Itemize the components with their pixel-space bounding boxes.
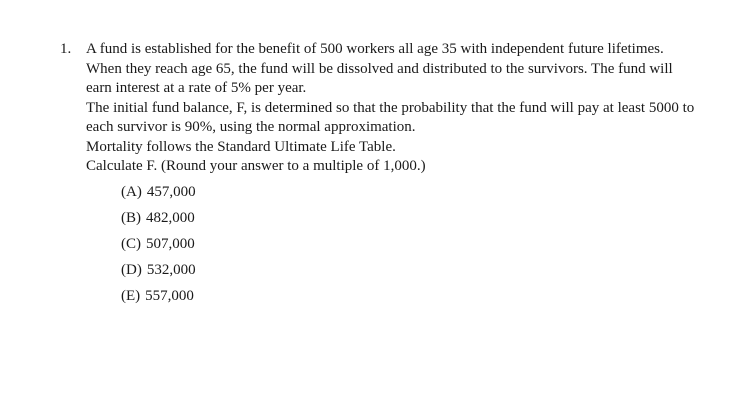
- question-number: 1.: [60, 41, 72, 57]
- question-paragraph: Calculate F. (Round your answer to a multiple of 1,000.): [86, 158, 426, 174]
- choice-value: 532,000: [146, 262, 196, 278]
- question: [60, 40, 700, 177]
- choice-value: 457,000: [146, 184, 196, 200]
- choice-letter: (C): [121, 236, 141, 252]
- choice-letter: (D): [121, 262, 142, 278]
- question-paragraph: Mortality follows the Standard Ultimate Life Table.: [86, 138, 396, 155]
- choice-value: 557,000: [145, 288, 194, 304]
- answer-choice-e: [121, 287, 196, 313]
- answer-choice-c: [121, 235, 196, 261]
- answer-choices: [121, 183, 196, 313]
- answer-choice-b: [121, 209, 196, 235]
- question-text: [86, 40, 700, 177]
- choice-letter: (B): [121, 210, 141, 226]
- choice-value: 507,000: [146, 236, 195, 252]
- question-header: [60, 40, 700, 177]
- choice-letter: (A): [121, 184, 142, 200]
- question-paragraph: A fund is established for the benefit of 500 workers all age 35 with independent future lifetimes. When they reach age 65, the fund will be dissolved and distributed to the survivors. The fund will earn interest at a rate of 5% per year.: [86, 41, 673, 96]
- choice-value: 482,000: [146, 210, 195, 226]
- answer-choice-a: [121, 183, 196, 209]
- answer-choice-d: [121, 261, 196, 287]
- question-paragraph: The initial fund balance, F, is determined so that the probability that the fund will pay at least 5000 to each survivor is 90%, using the normal approximation.: [86, 99, 695, 135]
- choice-letter: (E): [121, 288, 141, 304]
